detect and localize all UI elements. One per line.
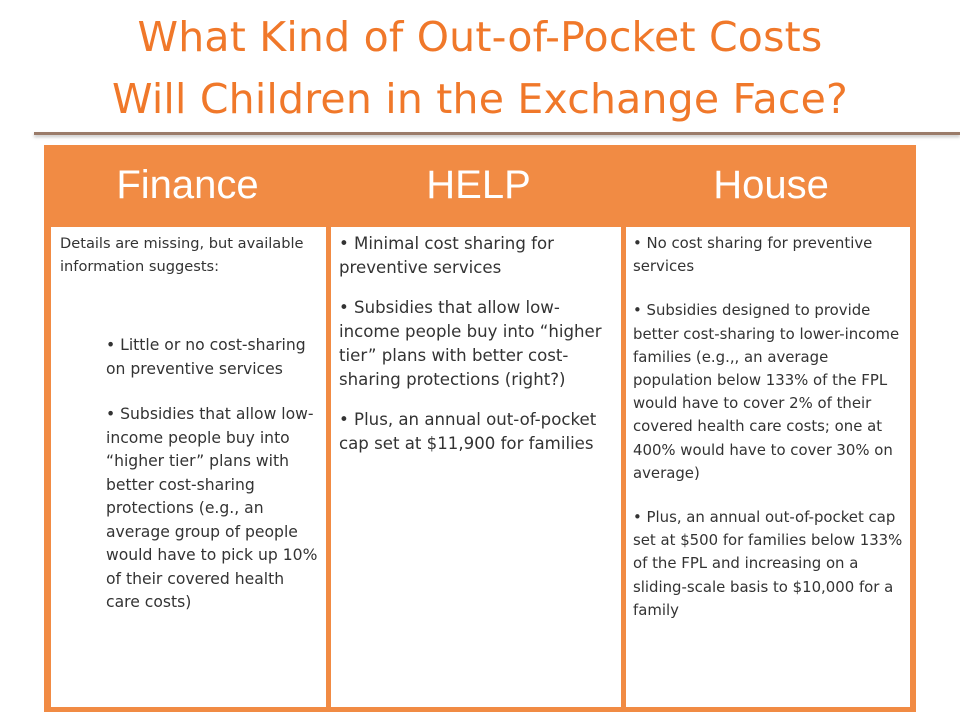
finance-intro: Details are missing, but available information suggests:: [60, 235, 304, 275]
help-bullet-1: • Minimal cost sharing for preventive services: [339, 234, 554, 277]
finance-bullets: [106, 334, 321, 615]
house-bullet-1: • No cost sharing for preventive services: [633, 234, 873, 276]
house-bullet-3: • Plus, an annual out-of-pocket cap set at $500 for families below 133% of the FPL and increasing on a sliding-scale basis to $10,000 for a family: [633, 508, 903, 619]
finance-bullet-1: • Little or no cost-sharing on preventive services: [106, 336, 306, 378]
house-bullet-2: • Subsidies designed to provide better cost-sharing to lower-income families (e.g.,, an average population below 133% of the FPL would have to cover 2% of their covered health care costs; one at 400% would have to cover 30% on average): [633, 301, 900, 482]
header-help: HELP: [426, 163, 531, 207]
help-column: [331, 227, 621, 707]
header-finance: Finance: [116, 163, 259, 207]
title-divider: [34, 132, 960, 135]
house-bullets: [633, 232, 908, 622]
finance-column: [51, 227, 326, 707]
help-bullet-2: • Subsidies that allow low-income people buy into “higher tier” plans with better cost-sharing protections (right?): [339, 298, 602, 389]
title-line-2: Will Children in the Exchange Face?: [111, 75, 849, 123]
house-column: [626, 227, 910, 707]
help-bullet-3: • Plus, an annual out-of-pocket cap set at $11,900 for families: [339, 410, 597, 453]
title-line-1: What Kind of Out-of-Pocket Costs: [137, 13, 823, 61]
slide-title: [0, 6, 960, 130]
table-header-row: [44, 145, 916, 226]
comparison-table: [44, 145, 916, 712]
help-bullets: [339, 232, 617, 456]
header-house: House: [713, 163, 829, 207]
finance-bullet-2: • Subsidies that allow low-income people buy into “higher tier” plans with better cost-sharing protections (e.g., an average group of people would have to pick up 10% of their covered health care costs): [106, 405, 318, 611]
